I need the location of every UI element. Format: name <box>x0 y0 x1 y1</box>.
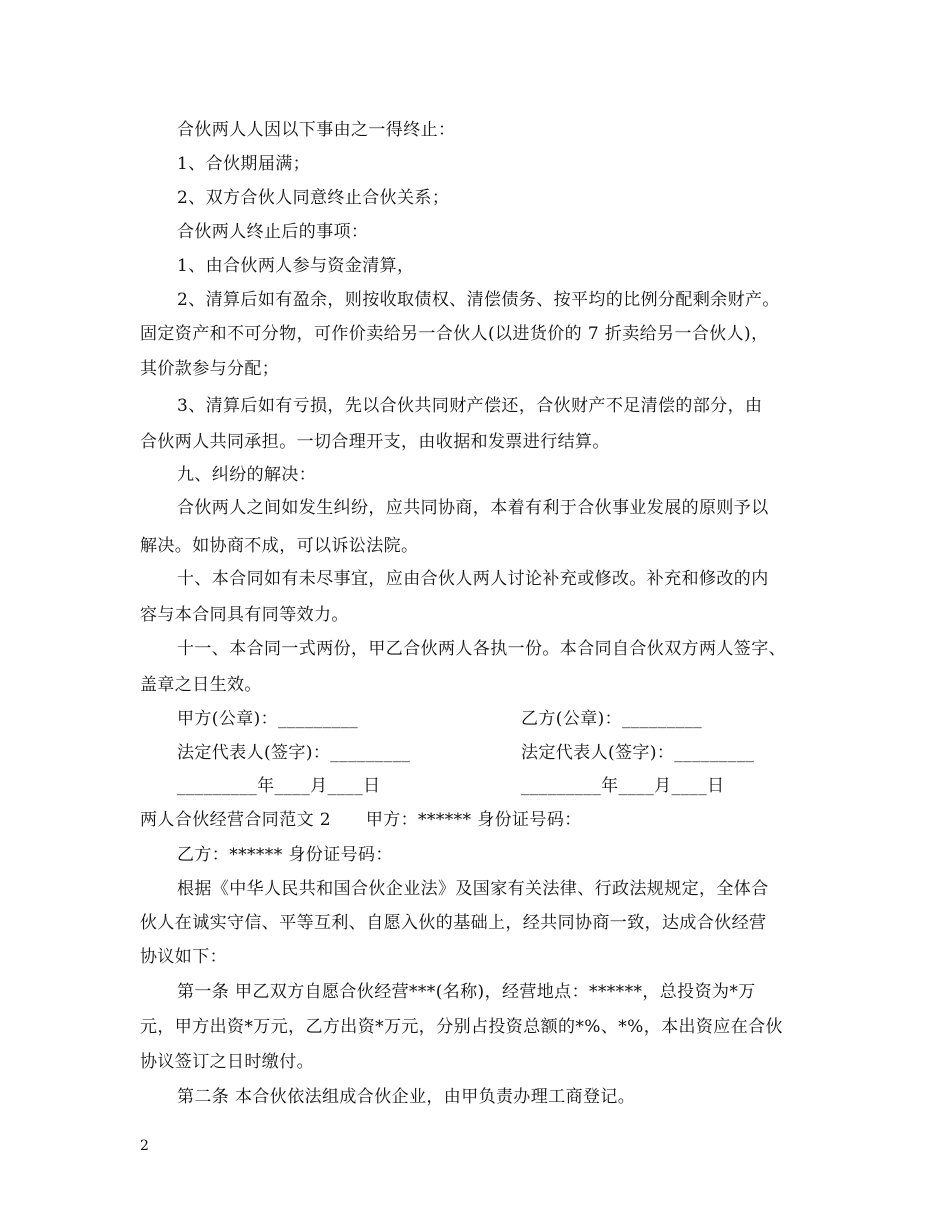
paragraph-line: 合伙两人之间如发生纠纷，应共同协商，本着有利于合伙事业发展的原则予以 <box>177 498 769 518</box>
paragraph-line: 合伙两人人因以下事由之一得终止： <box>177 120 456 140</box>
party-a-representative: 法定代表人(签字)：_________ <box>177 743 411 763</box>
party-a-date: _________年____月____日 <box>177 776 381 796</box>
paragraph-line: 十一、本合同一式两份，甲乙合伙两人各执一份。本合同自合伙双方两人签字、 <box>177 639 786 659</box>
party-b-representative: 法定代表人(签字)：_________ <box>521 743 755 763</box>
paragraph-line: 两人合伙经营合同范文 2 甲方：****** 身份证号码： <box>140 810 582 830</box>
paragraph-line: 第二条 本合伙依法组成合伙企业，由甲负责办理工商登记。 <box>177 1087 636 1107</box>
party-b-date: _________年____月____日 <box>521 776 725 796</box>
paragraph-line: 固定资产和不可分物，可作价卖给另一合伙人(以进货价的 7 折卖给另一合伙人)， <box>140 324 769 344</box>
paragraph-line: 元，甲方出资*万元，乙方出资*万元，分别占投资总额的*%、*%，本出资应在合伙 <box>140 1017 783 1037</box>
paragraph-line: 容与本合同具有同等效力。 <box>140 605 349 625</box>
paragraph-line: 根据《中华人民共和国合伙企业法》及国家有关法律、行政法规规定，全体合 <box>177 879 769 899</box>
paragraph-line: 1、合伙期届满； <box>177 154 311 174</box>
page-number: 2 <box>140 1138 149 1154</box>
paragraph-line: 其价款参与分配； <box>140 359 280 379</box>
paragraph-line: 十、本合同如有未尽事宜，应由合伙人两人讨论补充或修改。补充和修改的内 <box>177 569 769 589</box>
party-a-seal: 甲方(公章)：_________ <box>177 709 359 729</box>
paragraph-line: 盖章之日生效。 <box>140 675 262 695</box>
section-heading: 九、纠纷的解决： <box>177 465 317 485</box>
paragraph-line: 伙人在诚实守信、平等互利、自愿入伙的基础上，经共同协商一致，达成合伙经营 <box>140 913 767 933</box>
paragraph-line: 1、由合伙两人参与资金清算， <box>177 256 415 276</box>
paragraph-line: 解决。如协商不成，可以诉讼法院。 <box>140 536 419 556</box>
paragraph-line: 3、清算后如有亏损，先以合伙共同财产偿还，合伙财产不足清偿的部分，由 <box>177 396 763 416</box>
paragraph-line: 乙方：****** 身份证号码： <box>177 845 393 865</box>
paragraph-line: 协议如下： <box>140 947 227 967</box>
paragraph-line: 协议签订之日时缴付。 <box>140 1052 314 1072</box>
paragraph-line: 第一条 甲乙双方自愿合伙经营***(名称)，经营地点：******，总投资为*万 <box>177 982 756 1002</box>
paragraph-line: 2、双方合伙人同意终止合伙关系； <box>177 188 450 208</box>
paragraph-line: 合伙两人共同承担。一切合理开支，由收据和发票进行结算。 <box>140 432 610 452</box>
party-b-seal: 乙方(公章)：_________ <box>521 709 703 729</box>
paragraph-line: 合伙两人终止后的事项： <box>177 222 369 242</box>
paragraph-line: 2、清算后如有盈余，则按收取债权、清偿债务、按平均的比例分配剩余财产。 <box>177 290 780 310</box>
